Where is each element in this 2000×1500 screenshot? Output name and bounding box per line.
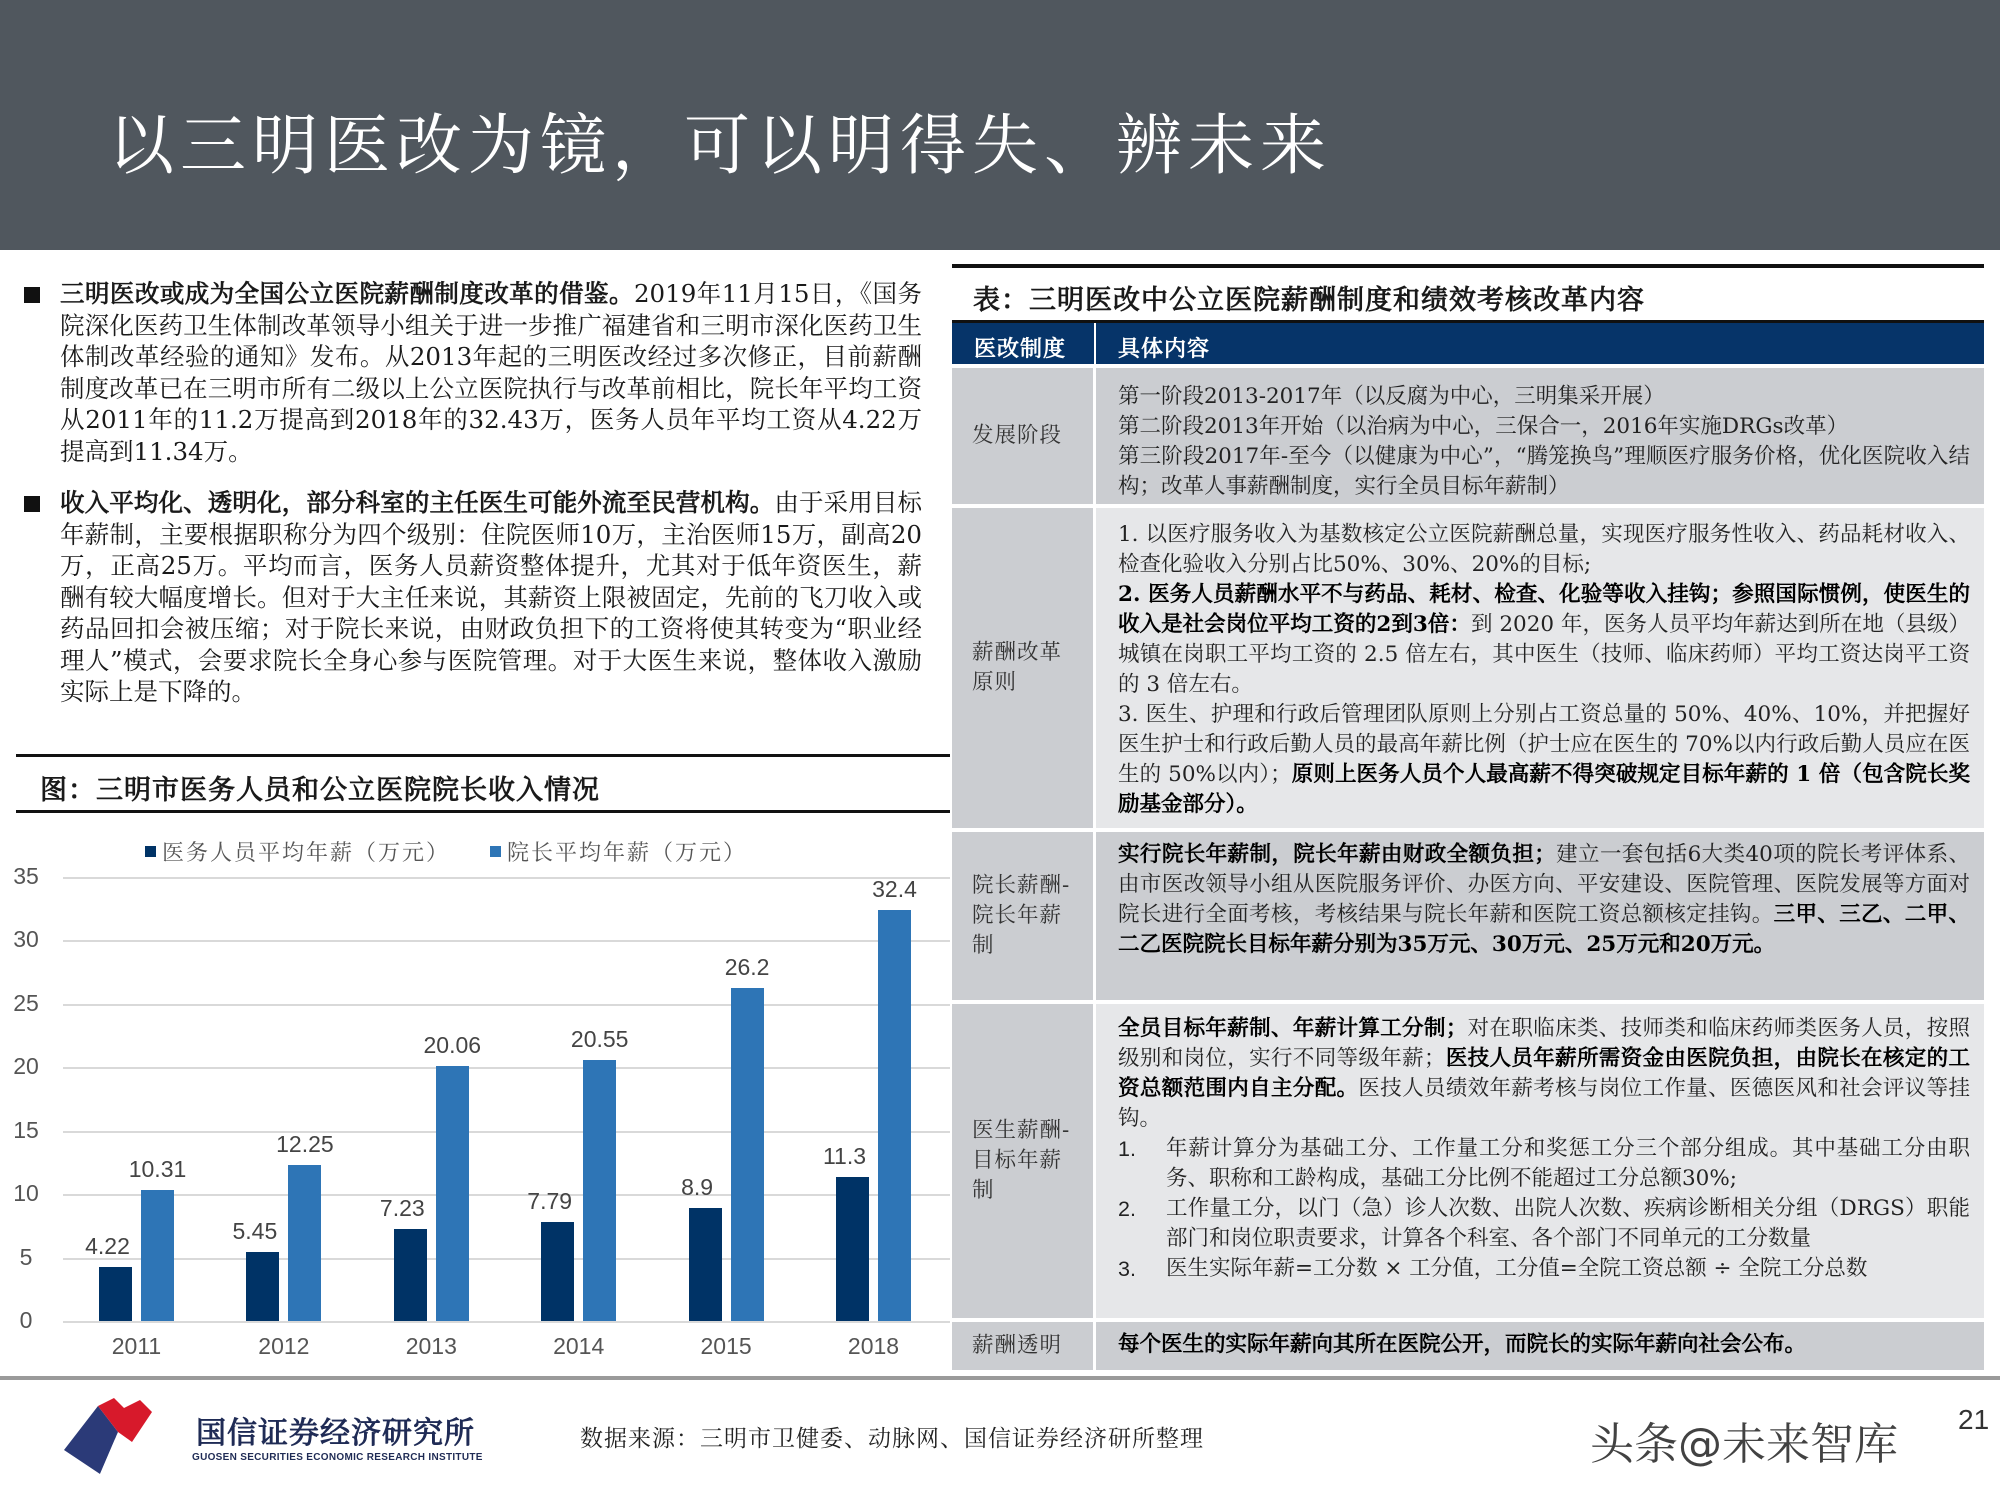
bar-value-label: 7.23 [379, 1195, 425, 1222]
table-row [952, 508, 1984, 828]
bar [394, 1229, 427, 1321]
x-axis-tick: 2012 [258, 1333, 310, 1359]
x-axis-tick: 2013 [405, 1333, 457, 1359]
bar [541, 1222, 574, 1321]
table-header-system: 医改制度 [952, 323, 1096, 364]
x-axis-tick: 2011 [111, 1333, 162, 1359]
bar-value-label: 20.55 [570, 1026, 629, 1052]
bar-value-label: 5.45 [232, 1217, 278, 1244]
watermark: 头条@未来智库 [1590, 1419, 1898, 1470]
table-title: 表：三明医改中公立医院薪酬制度和绩效考核改革内容 [973, 285, 1645, 316]
bar-chart [0, 860, 960, 1380]
bar [99, 1267, 132, 1321]
square-bullet-icon [24, 287, 40, 303]
principle-2: 2. 医务人员薪酬水平不与药品、耗材、检查、化验等收入挂钩；参照国际惯例，使医生的收入是社会岗位平均工资的2到3倍：到 2020 年，医务人员平均年薪达到所在地（县级）城镇在岗职工平均工资的 2.5 倍左右，其中医生（技师、临床药师）平均工资达岗平工资的 3 倍左右。 [1118, 582, 1970, 697]
bar [731, 988, 764, 1321]
table-row [952, 1322, 1984, 1370]
row-label: 医生薪酬-目标年薪制 [952, 1004, 1096, 1318]
bullet-item [22, 278, 922, 467]
guosen-logo [58, 1398, 538, 1478]
y-axis-tick: 5 [19, 1243, 33, 1270]
bar-value-label: 4.22 [85, 1233, 130, 1260]
legend-swatch-icon [145, 846, 156, 857]
bar [878, 910, 911, 1321]
x-axis-tick: 2014 [553, 1333, 605, 1359]
page-number: 21 [1958, 1404, 1990, 1435]
x-axis-tick: 2015 [700, 1333, 752, 1359]
bar [288, 1165, 321, 1321]
table-top-rule [952, 264, 1984, 268]
table-header-content: 具体内容 [1118, 336, 1211, 362]
principle-1: 1. 以医疗服务收入为基数核定公立医院薪酬总量，实现医疗服务性收入、药品耗材收入、检查化验收入分别占比50%、30%、20%的目标; [1118, 522, 1970, 577]
bar [836, 1177, 869, 1321]
y-axis-tick: 30 [13, 926, 39, 952]
row-label: 薪酬透明 [952, 1322, 1096, 1370]
y-axis-tick: 20 [13, 1053, 39, 1079]
doctor-pay-intro: 全员目标年薪制、年薪计算工分制；对在职临床类、技师类和临床药师类医务人员，按照级别和岗位，实行不同等级年薪；医技人员年薪所需资金由医院负担，由院长在核定的工资总额范围内自主分配。医技人员绩效年薪考核与岗位工作量、医德医风和社会评议等挂钩。 [1118, 1016, 1970, 1131]
stage-line: 第二阶段2013年开始（以治病为中心，三保合一，2016年实施DRGs改革） [1118, 414, 1849, 439]
row-content [1096, 1004, 1984, 1318]
doctor-pay-item: 1. 年薪计算分为基础工分、工作量工分和奖惩工分三个部分组成。其中基础工分由职务、职称和工龄构成，基础工分比例不能超过工分总额30%; [1118, 1136, 1970, 1191]
reform-table [952, 320, 1984, 1370]
summary-bullets [22, 278, 922, 728]
y-axis-tick: 0 [19, 1307, 33, 1333]
bullet-item [22, 487, 922, 708]
y-axis-tick: 10 [13, 1180, 39, 1206]
legend-swatch-icon [490, 846, 501, 857]
y-axis-tick: 25 [13, 989, 39, 1016]
row-label: 发展阶段 [952, 368, 1096, 504]
table-header-row [952, 320, 1984, 364]
bar [689, 1208, 722, 1321]
doctor-pay-item: 3. 医生实际年薪=工分数 × 工分值，工分值=全院工资总额 ÷ 全院工分总数 [1118, 1256, 1868, 1281]
gridline [63, 1004, 950, 1006]
bar [246, 1252, 279, 1321]
bar-value-label: 11.3 [822, 1143, 867, 1170]
stage-line: 第三阶段2017年-至今（以健康为中心”，“腾笼换鸟”理顺医疗服务价格，优化医院收入结构；改革人事薪酬制度，实行全员目标年薪制） [1118, 444, 1970, 499]
logo-text-cn: 国信证券经济研究所 [196, 1416, 475, 1451]
bar-value-label: 12.25 [276, 1131, 334, 1158]
gridline [63, 1131, 950, 1133]
gridline [63, 940, 950, 942]
row-content [1096, 508, 1984, 828]
figure-title: 图：三明市医务人员和公立医院院长收入情况 [40, 775, 600, 806]
legend-label: 医务人员平均年薪（万元） [162, 841, 451, 866]
row-content: 实行院长年薪制，院长年薪由财政全额负担；建立一套包括6大类40项的院长考评体系、由市医改领导小组从医院服务评价、办医方向、平安建设、医院管理、医院发展等方面对院长进行全面考核，考核结果与院长年薪和医院工资总额核定挂钩。三甲、三乙、二甲、二乙医院院长目标年薪分别为35万元、30万元、25万元和20万元。 [1096, 832, 1984, 1000]
row-content: 每个医生的实际年薪向其所在医院公开，而院长的实际年薪向社会公布。 [1096, 1322, 1984, 1370]
data-source: 数据来源：三明市卫健委、动脉网、国信证券经济研所整理 [580, 1426, 1204, 1452]
y-axis-tick: 15 [13, 1116, 39, 1143]
square-bullet-icon [24, 496, 40, 512]
table-row [952, 1004, 1984, 1318]
guosen-logo-icon [58, 1398, 188, 1478]
bar [583, 1060, 616, 1321]
bar [436, 1066, 469, 1321]
row-label: 薪酬改革原则 [952, 508, 1096, 828]
gridline [63, 877, 950, 879]
bar-value-label: 20.06 [423, 1032, 482, 1059]
principle-3: 3. 医生、护理和行政后管理团队原则上分别占工资总量的 50%、40%、10%，并把握好医生护士和行政后勤人员的最高年薪比例（护士应在医生的 70%以内行政后勤人员应在医生的 50%以内）；原则上医务人员个人最高薪不得突破规定目标年薪的 1 倍（包含院长奖励基金部分）。 [1118, 702, 1970, 817]
bar [141, 1190, 174, 1321]
bullet-text: 2019年11月15日，《国务院深化医药卫生体制改革领导小组关于进一步推广福建省和三明市深化医药卫生体制改革经验的通知》发布。从2013年起的三明医改经过多次修正，目前薪酬制度改革已在三明市所有二级以上公立医院执行与改革前相比，院长年平均工资从2011年的11.2万提高到2018年的32.43万，医务人员年平均工资从4.22万提高到11.34万。 [60, 279, 922, 466]
bar-value-label: 7.79 [527, 1188, 573, 1215]
bar-value-label: 8.9 [681, 1173, 714, 1200]
gridline [63, 1321, 950, 1323]
row-label: 院长薪酬-院长年薪制 [952, 832, 1096, 1000]
doctor-pay-item: 2. 工作量工分，以门（急）诊人次数、出院人次数、疾病诊断相关分组（DRGS）职能部门和岗位职责要求，计算各个科室、各个部门不同单元的工分数量 [1118, 1196, 1970, 1251]
table-row [952, 832, 1984, 1000]
bullet-heading: 三明医改或成为全国公立医院薪酬制度改革的借鉴。 [60, 279, 634, 308]
table-row [952, 368, 1984, 504]
logo-text-en: GUOSEN SECURITIES ECONOMIC RESEARCH INSTITUTE [192, 1452, 483, 1463]
bullet-heading: 收入平均化、透明化，部分科室的主任医生可能外流至民营机构。 [60, 488, 775, 517]
bullet-text: 由于采用目标年薪制，主要根据职称分为四个级别：住院医师10万，主治医师15万，副高20万，正高25万。平均而言，医务人员薪资整体提升，尤其对于低年资医生，薪酬有较大幅度增长。但对于大主任来说，其薪资上限被固定，先前的飞刀收入或药品回扣会被压缩；对于院长来说，由财政负担下的工资将使其转变为“职业经理人”模式，会要求院长全身心参与医院管理。对于大医生来说，整体收入激励实际上是下降的。 [60, 488, 923, 706]
legend-label: 院长平均年薪（万元） [507, 841, 748, 866]
footer-rule [0, 1376, 2000, 1380]
gridline [63, 1258, 950, 1260]
bar-value-label: 32.4 [872, 875, 917, 902]
bar-value-label: 26.2 [724, 954, 770, 981]
bar-value-label: 10.31 [128, 1156, 187, 1183]
x-axis-tick: 2018 [847, 1333, 900, 1359]
figure-title-bar [16, 754, 950, 813]
stage-line: 第一阶段2013-2017年（以反腐为中心，三明集采开展） [1118, 384, 1665, 409]
row-content [1096, 368, 1984, 504]
page-title: 以三明医改为镜，可以明得失、辨未来 [108, 107, 1332, 184]
gridline [63, 1067, 950, 1069]
title-banner [0, 0, 2000, 250]
y-axis-tick: 35 [13, 862, 39, 889]
